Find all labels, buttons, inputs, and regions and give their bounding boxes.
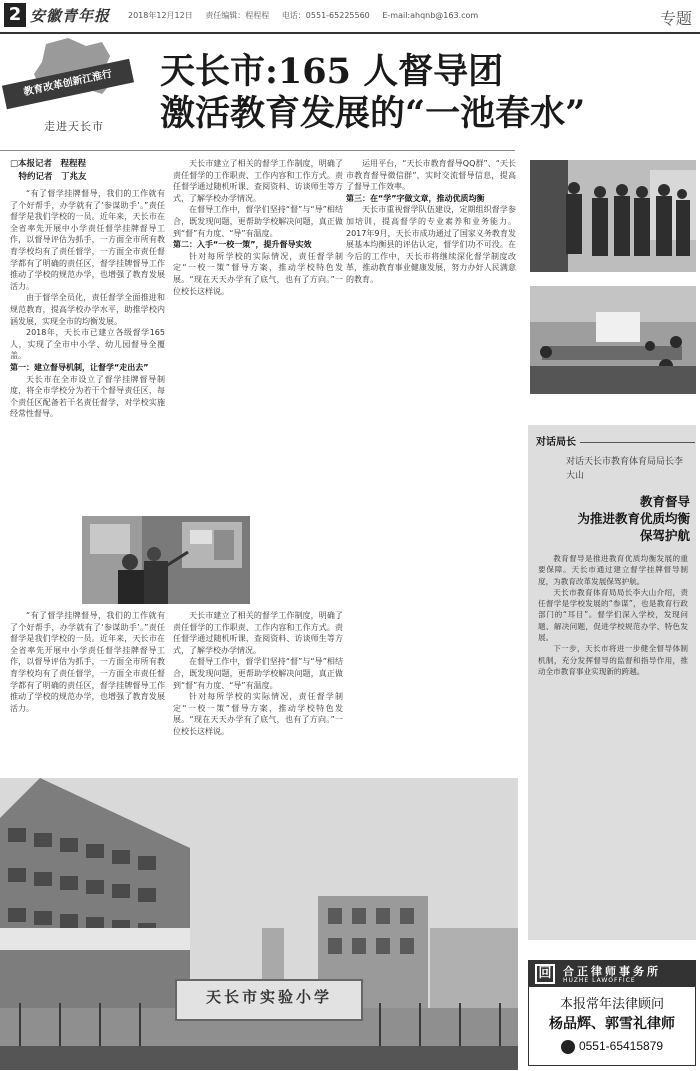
interview-title [540, 493, 690, 544]
correspondent-credit: 特约记者 丁兆友 [10, 172, 87, 182]
byline [10, 158, 87, 184]
paragraph: 针对每所学校的实际情况，责任督学制定“一校一策”督导方案，推动学校特色发展。“现在天天办学有了底气，也有了方向。”一位校长这样说。 [173, 251, 343, 296]
article-column-1 [10, 188, 165, 514]
conference-room-image [530, 286, 696, 394]
meeting-photo-1 [530, 160, 696, 272]
divider [0, 150, 515, 151]
interview-tag-label: 对话局长 [536, 437, 576, 448]
paragraph: 教育督导是推进教育优质均衡发展的重要保障。天长市通过建立督学挂牌督导制度，为教育改革发展保驾护航。 [538, 554, 688, 586]
masthead-info [128, 10, 488, 21]
law-firm-name: 合正律师事务所 [563, 965, 661, 978]
tag-rule [580, 442, 695, 443]
contact-phone: 电话：0551-65225560 [281, 11, 370, 20]
article-column-2 [173, 158, 343, 514]
delegation-visit-image [530, 160, 696, 272]
series-subtitle: 走进天长市 [44, 120, 104, 133]
paragraph: 天长市教育体育局局长李大山介绍，责任督学是学校发展的“参谋”，也是教育行政部门的“耳目”。督学们深入学校，发现问题、解决问题，促进学校规范办学、特色发展。 [538, 587, 688, 643]
paper-name: 安徽青年报 [30, 7, 111, 25]
inspection-photo [82, 516, 250, 604]
ad-header [529, 961, 695, 987]
paragraph: 针对每所学校的实际情况，责任督学制定“一校一策”督导方案，推动学校特色发展。“现在天天办学有了底气，也有了方向。”一位校长这样说。 [173, 692, 343, 736]
ad-phone [529, 1039, 695, 1054]
interview-sidebar [528, 425, 696, 940]
ad-phone-number: 0551-65415879 [578, 1039, 664, 1053]
series-banner: 教育改革创新江淮行 [2, 59, 134, 110]
paragraph: 在督导工作中，督学们坚持“督”与“导”相结合，既发现问题，更帮助学校解决问题，真正做到“督”有力度、“导”有温度。 [173, 205, 343, 238]
subhead: 第一：建立督导机制，让督学“走出去” [10, 362, 149, 372]
headline-line-2: 激活教育发展的“一池春水” [160, 93, 586, 134]
article-column-1-lower [10, 610, 165, 780]
interview-title-line-2: 为推进教育优质均衡 [577, 511, 690, 526]
paragraph: 下一步，天长市将进一步健全督导体制机制，充分发挥督导的监督和指导作用，推动全市教育事业实现新的跨越。 [538, 644, 688, 676]
paragraph: 由于督学全员化，责任督学全面推进和规范教育，提高学校办学水平，助推学校内涵发展，实现全市的均衡发展。 [10, 293, 165, 326]
contact-email: E-mail:ahqnb@163.com [382, 11, 479, 20]
school-campus-image [0, 778, 518, 1070]
subhead: 第三：在“学”字做文章，推动优质均衡 [346, 193, 485, 203]
school-building-photo [0, 778, 518, 1070]
paragraph: 运用平台，“天长市教育督导QQ群”、“天长市教育督导微信群”，实时交流督导信息，提高了督导工作效率。 [346, 159, 516, 192]
paragraph: 天长市建立了相关的督学工作制度，明确了责任督学的工作职责、工作内容和工作方式。责任督学通过随机听课、查阅资料、访谈师生等方式，了解学校办学情况。 [173, 159, 343, 203]
interview-title-line-1: 教育督导 [639, 494, 690, 509]
inspection-scene-image [82, 516, 250, 604]
paragraph: 天长市在全市设立了督学挂牌督导制度，将全市学校分为若干个督导责任区，每个责任区配备若干名责任督学，对学校实施经常性督导。 [10, 374, 165, 419]
phone-icon [561, 1040, 575, 1054]
ad-lawyers: 杨品辉、郭雪礼律师 [549, 1016, 675, 1032]
ad-tagline: 本报常年法律顾问 [559, 997, 664, 1012]
headline [160, 52, 700, 136]
page-number: 2 [4, 3, 26, 27]
paragraph: 在督导工作中，督学们坚持“督”与“导”相结合，既发现问题，更帮助学校解决问题，真正做到“督”有力度、“导”有温度。 [173, 657, 343, 690]
meeting-photo-2 [530, 286, 696, 394]
interview-intro: 对话天长市教育体育局局长李大山 [566, 457, 684, 481]
reporter-credit: □本报记者 程程程 [10, 159, 87, 169]
subhead: 第二：入手“一校一策”，提升督导实效 [173, 240, 312, 250]
headline-line-1: 天长市:165 人督导团 [160, 51, 504, 92]
issue-date: 2018年12月12日 [128, 11, 193, 20]
section-tag: 专题 [659, 9, 692, 28]
editor-credit: 责任编辑：程程程 [205, 11, 270, 20]
masthead [0, 0, 700, 34]
interview-title-line-3: 保驾护航 [639, 528, 690, 543]
paragraph: 天长市建立了相关的督学工作制度，明确了责任督学的工作职责、工作内容和工作方式。责任督学通过随机听课、查阅资料、访谈师生等方式，了解学校办学情况。 [173, 611, 343, 655]
interview-tag [536, 433, 695, 448]
paragraph: 天长市重视督学队伍建设，定期组织督学参加培训，提高督学的专业素养和业务能力。2017年9月，天长市成功通过了国家义务教育发展基本均衡县的评估认定，督学们功不可没。在今后的工作中，天长市将继续深化督学制度改革，推动教育事业健康发展，努力办好人民满意的教育。 [346, 205, 516, 284]
interview-body [538, 553, 688, 935]
paragraph: “有了督学挂牌督导，我们的工作就有了个好帮手，办学就有了‘参谋助手’。”责任督学是我们学校的一员。近年来，天长市在全省率先开展中小学责任督学挂牌督导工作，以督导评估为抓手，一方面全市所有教育学校均有了责任督学，一方面全市责任督学都有了明确的责任区，督学挂牌督导工作推动了学校的规范办学，也增强了教育发展活力。 [10, 611, 165, 713]
law-firm-logo-icon: 回 [535, 964, 555, 984]
school-sign: 天长市实验小学 [205, 988, 332, 1006]
paragraph: “有了督学挂牌督导，我们的工作就有了个好帮手，办学就有了‘参谋助手’。”责任督学是我们学校的一员。近年来，天长市在全省率先开展中小学责任督学挂牌督导工作，以督导评估为抓手，一方面全市所有教育学校均有了责任督学，一方面全市责任督学都有了明确的责任区，督学挂牌督导工作推动了学校的规范办学，也增强了教育发展活力。 [10, 189, 165, 291]
paragraph: 2018年，天长市已建立各级督学165人，实现了全市中小学、幼儿园督导全覆盖。 [10, 328, 165, 361]
law-firm-name-en: HUZHE LAWOFFICE [563, 977, 636, 984]
law-firm-ad [528, 960, 696, 1066]
